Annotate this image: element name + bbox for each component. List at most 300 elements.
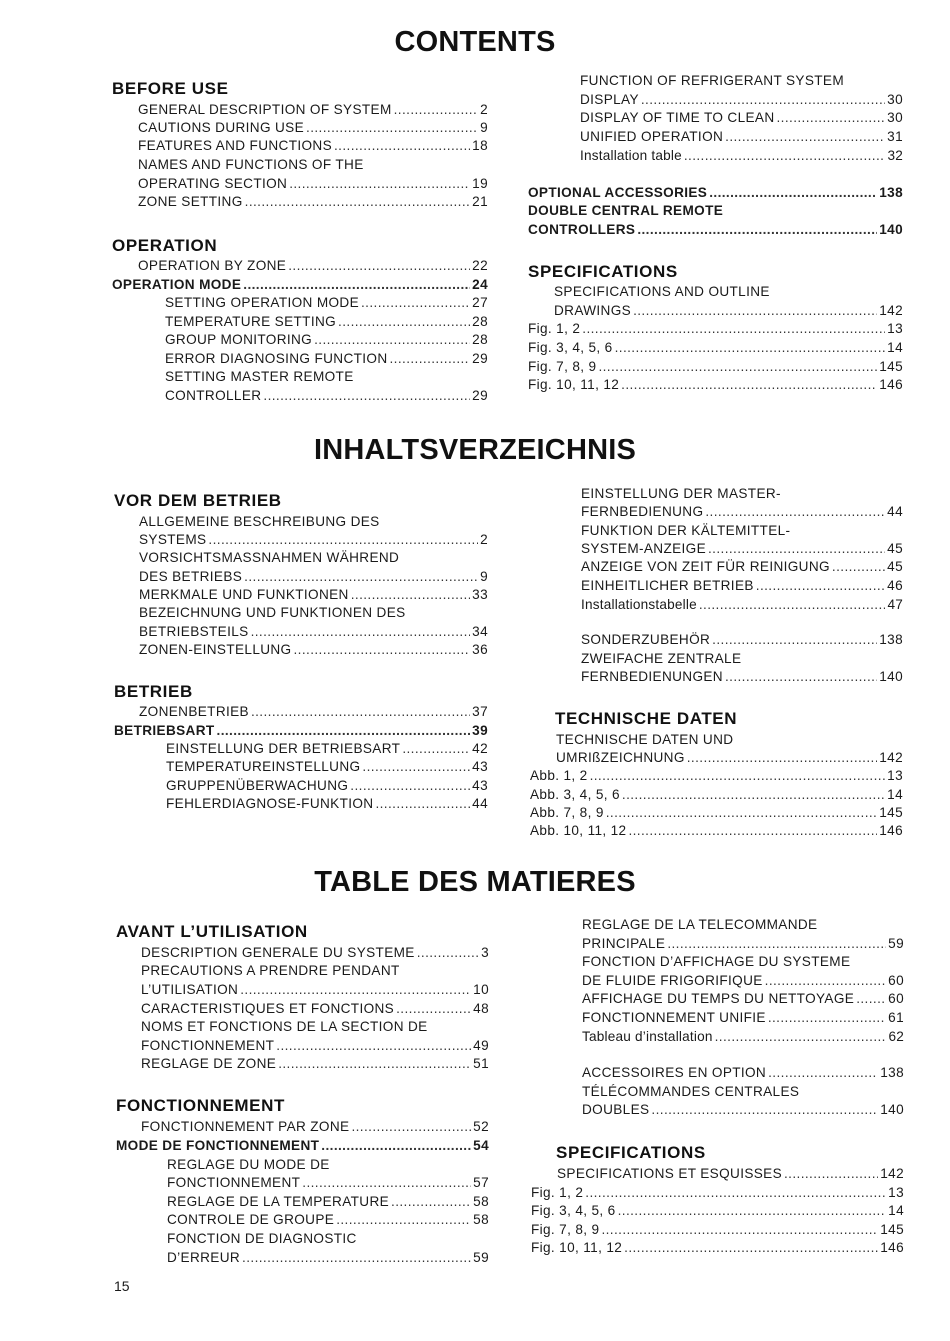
section-title-table-des-matieres: TABLE DES MATIERES bbox=[314, 866, 636, 898]
toc-entry-label: FERNBEDIENUNG bbox=[581, 504, 704, 519]
toc-entry-label: Abb. 7, 8, 9 bbox=[530, 805, 604, 820]
toc-entry bbox=[167, 1211, 489, 1229]
toc-entry bbox=[167, 1249, 489, 1267]
toc-page-number: 60 bbox=[888, 973, 904, 988]
dot-leader bbox=[389, 350, 470, 368]
dot-leader bbox=[402, 740, 470, 758]
toc-line bbox=[139, 513, 488, 531]
toc-heading: BETRIEB bbox=[114, 682, 193, 701]
toc-entry bbox=[530, 804, 903, 822]
dot-leader bbox=[628, 822, 877, 840]
toc-entry bbox=[165, 331, 488, 349]
toc-entry-label: REGLAGE DE LA TEMPERATURE bbox=[167, 1194, 390, 1209]
dot-leader bbox=[394, 101, 478, 119]
toc-line bbox=[141, 962, 489, 980]
toc-entry-label: FONCTION D’AFFICHAGE DU SYSTEME bbox=[582, 954, 851, 969]
toc-entry bbox=[528, 358, 903, 376]
toc-entry-label: AFFICHAGE DU TEMPS DU NETTOYAGE bbox=[582, 991, 855, 1006]
dot-leader bbox=[765, 972, 887, 990]
toc-page-number: 142 bbox=[879, 303, 903, 318]
toc-entry-label: SPECIFICATIONS AND OUTLINE bbox=[554, 284, 770, 299]
toc-page-number: 36 bbox=[472, 642, 488, 657]
toc-line bbox=[554, 283, 903, 301]
toc-entry bbox=[528, 339, 903, 357]
toc-page-number: 9 bbox=[480, 120, 488, 135]
toc-entry-label: BETRIEBSTEILS bbox=[139, 624, 249, 639]
toc-entry-label: CONTROLLERS bbox=[528, 222, 636, 237]
toc-entry bbox=[580, 109, 903, 127]
toc-entry-label: ANZEIGE VON ZEIT FÜR REINIGUNG bbox=[581, 559, 830, 574]
toc-page-number: 13 bbox=[888, 1185, 904, 1200]
toc-line bbox=[556, 731, 903, 749]
toc-entry-label: Abb. 10, 11, 12 bbox=[530, 823, 627, 838]
dot-leader bbox=[351, 1118, 471, 1136]
toc-page-number: 145 bbox=[879, 805, 903, 820]
toc-entry-label: Installationstabelle bbox=[581, 597, 697, 612]
dot-leader bbox=[684, 147, 886, 165]
toc-line bbox=[582, 953, 904, 971]
toc-page-number: 61 bbox=[888, 1010, 904, 1025]
dot-leader bbox=[768, 1009, 886, 1027]
dot-leader bbox=[293, 641, 470, 659]
toc-page-number: 29 bbox=[472, 388, 488, 403]
toc-page-number: 13 bbox=[887, 321, 903, 336]
dot-leader bbox=[582, 320, 885, 338]
toc-entry-label: ZWEIFACHE ZENTRALE bbox=[581, 651, 742, 666]
toc-line bbox=[139, 549, 488, 567]
toc-entry-label: FUNKTION DER KÄLTEMITTEL- bbox=[581, 523, 791, 538]
toc-entry-label: REGLAGE DU MODE DE bbox=[167, 1157, 330, 1172]
dot-leader bbox=[709, 184, 877, 202]
toc-entry bbox=[581, 577, 903, 595]
toc-page-number: 47 bbox=[887, 597, 903, 612]
dot-leader bbox=[350, 777, 470, 795]
toc-entry-label: CONTROLE DE GROUPE bbox=[167, 1212, 335, 1227]
toc-heading: OPERATION bbox=[112, 236, 218, 255]
toc-page-number: 42 bbox=[472, 741, 488, 756]
toc-entry-label: BETRIEBSART bbox=[114, 723, 215, 738]
dot-leader bbox=[375, 795, 470, 813]
toc-entry-label: ALLGEMEINE BESCHREIBUNG DES bbox=[139, 514, 380, 529]
toc-entry-label: Abb. 1, 2 bbox=[530, 768, 588, 783]
toc-entry bbox=[581, 668, 903, 686]
toc-entry-label: DISPLAY OF TIME TO CLEAN bbox=[580, 110, 775, 125]
toc-page-number: 30 bbox=[887, 110, 903, 125]
toc-entry-label: FONCTION DE DIAGNOSTIC bbox=[167, 1231, 357, 1246]
toc-entry bbox=[528, 376, 903, 394]
toc-entry bbox=[581, 631, 903, 649]
toc-entry bbox=[581, 596, 903, 614]
toc-entry bbox=[530, 822, 903, 840]
toc-page-number: 49 bbox=[473, 1038, 489, 1053]
dot-leader bbox=[321, 1137, 471, 1155]
toc-entry-label: Fig. 3, 4, 5, 6 bbox=[531, 1203, 616, 1218]
dot-leader bbox=[288, 257, 470, 275]
toc-page-number: 59 bbox=[888, 936, 904, 951]
toc-entry-label: Fig. 7, 8, 9 bbox=[528, 359, 597, 374]
toc-entry-label: TEMPERATUREINSTELLUNG bbox=[166, 759, 361, 774]
toc-page-number: 44 bbox=[472, 796, 488, 811]
dot-leader bbox=[725, 128, 885, 146]
toc-entry-label: ZONEN-EINSTELLUNG bbox=[139, 642, 292, 657]
dot-leader bbox=[251, 703, 470, 721]
dot-leader bbox=[624, 1239, 878, 1257]
toc-entry-label: EINSTELLUNG DER BETRIEBSART bbox=[166, 741, 401, 756]
toc-line bbox=[580, 72, 903, 90]
toc-entry-label: PRINCIPALE bbox=[582, 936, 666, 951]
toc-line bbox=[138, 156, 488, 174]
toc-entry-label: REGLAGE DE LA TELECOMMANDE bbox=[582, 917, 818, 932]
toc-page-number: 52 bbox=[473, 1119, 489, 1134]
toc-entry-label: UMRIßZEICHNUNG bbox=[556, 750, 685, 765]
toc-page-number: 19 bbox=[472, 176, 488, 191]
toc-entry-label: DE FLUIDE FRIGORIFIQUE bbox=[582, 973, 763, 988]
toc-entry bbox=[580, 91, 903, 109]
toc-entry bbox=[580, 147, 903, 165]
toc-page-number: 45 bbox=[887, 559, 903, 574]
toc-page-number: 24 bbox=[472, 277, 488, 292]
toc-entry-label: EINSTELLUNG DER MASTER- bbox=[581, 486, 781, 501]
toc-page-number: 43 bbox=[472, 778, 488, 793]
toc-entry bbox=[166, 758, 488, 776]
toc-entry bbox=[582, 935, 904, 953]
toc-page-number: 140 bbox=[879, 669, 903, 684]
toc-line bbox=[582, 1083, 904, 1101]
toc-entry-label: PRECAUTIONS A PRENDRE PENDANT bbox=[141, 963, 400, 978]
toc-entry-label: SPECIFICATIONS ET ESQUISSES bbox=[557, 1166, 782, 1181]
dot-leader bbox=[832, 558, 885, 576]
toc-entry-label: FEHLERDIAGNOSE-FUNKTION bbox=[166, 796, 374, 811]
toc-page-number: 57 bbox=[473, 1175, 489, 1190]
toc-line bbox=[528, 202, 903, 220]
toc-entry-label: D’ERREUR bbox=[167, 1250, 241, 1265]
toc-entry-label: CAUTIONS DURING USE bbox=[138, 120, 305, 135]
toc-entry-label: GRUPPENÜBERWACHUNG bbox=[166, 778, 349, 793]
dot-leader bbox=[242, 1249, 471, 1267]
toc-entry bbox=[166, 795, 488, 813]
toc-page-number: 43 bbox=[472, 759, 488, 774]
toc-entry bbox=[141, 944, 489, 962]
toc-entry bbox=[582, 1101, 904, 1119]
toc-entry-label: REGLAGE DE ZONE bbox=[141, 1056, 277, 1071]
toc-entry-label: DISPLAY bbox=[580, 92, 639, 107]
toc-entry bbox=[165, 313, 488, 331]
toc-entry-label: OPERATING SECTION bbox=[138, 176, 288, 191]
dot-leader bbox=[334, 137, 470, 155]
dot-leader bbox=[615, 339, 886, 357]
section-title-contents: CONTENTS bbox=[394, 26, 556, 58]
toc-entry bbox=[138, 119, 488, 137]
toc-entry-label: FEATURES AND FUNCTIONS bbox=[138, 138, 332, 153]
dot-leader bbox=[361, 294, 470, 312]
toc-page-number: 138 bbox=[879, 185, 903, 200]
toc-entry-label: TEMPERATURE SETTING bbox=[165, 314, 337, 329]
toc-entry-label: SONDERZUBEHÖR bbox=[581, 632, 711, 647]
toc-entry-label: GROUP MONITORING bbox=[165, 332, 313, 347]
toc-entry bbox=[166, 740, 488, 758]
dot-leader bbox=[306, 119, 478, 137]
toc-heading: BEFORE USE bbox=[112, 79, 229, 98]
toc-entry bbox=[139, 568, 488, 586]
dot-leader bbox=[240, 981, 471, 999]
toc-entry-label: SETTING MASTER REMOTE bbox=[165, 369, 354, 384]
toc-line bbox=[581, 522, 903, 540]
toc-page-number: 146 bbox=[879, 823, 903, 838]
toc-entry-label: BEZEICHNUNG UND FUNKTIONEN DES bbox=[139, 605, 406, 620]
toc-entry-label: FUNCTION OF REFRIGERANT SYSTEM bbox=[580, 73, 845, 88]
dot-leader bbox=[417, 944, 479, 962]
toc-entry bbox=[581, 503, 903, 521]
toc-entry-label: FONCTIONNEMENT PAR ZONE bbox=[141, 1119, 350, 1134]
toc-entry-label: OPERATION BY ZONE bbox=[138, 258, 287, 273]
toc-entry bbox=[531, 1184, 904, 1202]
dot-leader bbox=[777, 109, 886, 127]
toc-entry-label: FONCTIONNEMENT bbox=[167, 1175, 301, 1190]
toc-entry-label: MODE DE FONCTIONNEMENT bbox=[116, 1138, 320, 1153]
toc-entry bbox=[141, 1055, 489, 1073]
toc-entry bbox=[141, 981, 489, 999]
dot-leader bbox=[651, 1101, 878, 1119]
toc-entry-label: FERNBEDIENUNGEN bbox=[581, 669, 723, 684]
toc-heading: SPECIFICATIONS bbox=[528, 262, 678, 281]
dot-leader bbox=[687, 749, 878, 767]
dot-leader bbox=[622, 786, 885, 804]
toc-entry-label: Fig. 10, 11, 12 bbox=[531, 1240, 623, 1255]
dot-leader bbox=[276, 1037, 471, 1055]
toc-page-number: 60 bbox=[888, 991, 904, 1006]
toc-entry bbox=[581, 540, 903, 558]
dot-leader bbox=[637, 221, 877, 239]
toc-entry bbox=[528, 221, 903, 239]
toc-page-number: 39 bbox=[472, 723, 488, 738]
dot-leader bbox=[314, 331, 470, 349]
dot-leader bbox=[289, 175, 470, 193]
toc-entry bbox=[582, 1064, 904, 1082]
dot-leader bbox=[598, 358, 877, 376]
dot-leader bbox=[725, 668, 877, 686]
toc-page-number: 33 bbox=[472, 587, 488, 602]
dot-leader bbox=[351, 586, 470, 604]
dot-leader bbox=[705, 503, 885, 521]
toc-page-number: 28 bbox=[472, 332, 488, 347]
toc-page-number: 14 bbox=[887, 787, 903, 802]
toc-line bbox=[139, 604, 488, 622]
toc-entry bbox=[531, 1239, 904, 1257]
dot-leader bbox=[338, 313, 470, 331]
toc-page-number: 30 bbox=[887, 92, 903, 107]
toc-entry-label: Tableau d’installation bbox=[582, 1029, 713, 1044]
dot-leader bbox=[633, 302, 877, 320]
dot-leader bbox=[208, 531, 478, 549]
toc-entry bbox=[528, 184, 903, 202]
toc-page-number: 54 bbox=[473, 1138, 489, 1153]
toc-line bbox=[581, 650, 903, 668]
toc-entry bbox=[138, 137, 488, 155]
toc-heading: SPECIFICATIONS bbox=[556, 1143, 706, 1162]
toc-entry bbox=[138, 193, 488, 211]
toc-entry bbox=[166, 777, 488, 795]
toc-entry-label: DESCRIPTION GENERALE DU SYSTEME bbox=[141, 945, 415, 960]
toc-entry bbox=[582, 990, 904, 1008]
toc-page-number: 34 bbox=[472, 624, 488, 639]
toc-page-number: 21 bbox=[472, 194, 488, 209]
toc-entry-label: CONTROLLER bbox=[165, 388, 262, 403]
toc-entry-label: MERKMALE UND FUNKTIONEN bbox=[139, 587, 349, 602]
toc-page-number: 29 bbox=[472, 351, 488, 366]
toc-entry-label: ACCESSOIRES EN OPTION bbox=[582, 1065, 767, 1080]
toc-entry-label: Fig. 3, 4, 5, 6 bbox=[528, 340, 613, 355]
toc-entry-label: OPTIONAL ACCESSORIES bbox=[528, 185, 708, 200]
dot-leader bbox=[278, 1055, 471, 1073]
toc-page-number: 145 bbox=[879, 359, 903, 374]
dot-leader bbox=[768, 1064, 878, 1082]
toc-entry-label: DOUBLES bbox=[582, 1102, 650, 1117]
toc-line bbox=[167, 1230, 489, 1248]
toc-page-number: 62 bbox=[888, 1029, 904, 1044]
toc-entry bbox=[580, 128, 903, 146]
dot-leader bbox=[251, 623, 471, 641]
toc-page-number: 142 bbox=[879, 750, 903, 765]
toc-entry-label: DOUBLE CENTRAL REMOTE bbox=[528, 203, 724, 218]
toc-entry-label: OPERATION MODE bbox=[112, 277, 242, 292]
section-title-inhaltsverzeichnis: INHALTSVERZEICHNIS bbox=[313, 434, 637, 466]
toc-entry bbox=[556, 749, 903, 767]
toc-page-number: 146 bbox=[880, 1240, 904, 1255]
toc-line bbox=[141, 1018, 489, 1036]
dot-leader bbox=[708, 540, 885, 558]
dot-leader bbox=[391, 1193, 471, 1211]
toc-entry bbox=[557, 1165, 904, 1183]
toc-page-number: 58 bbox=[473, 1212, 489, 1227]
toc-page-number: 142 bbox=[880, 1166, 904, 1181]
toc-entry-label: UNIFIED OPERATION bbox=[580, 129, 724, 144]
toc-entry bbox=[167, 1174, 489, 1192]
toc-entry-label: ERROR DIAGNOSING FUNCTION bbox=[165, 351, 388, 366]
dot-leader bbox=[263, 387, 470, 405]
toc-entry bbox=[531, 1202, 904, 1220]
toc-entry-label: Installation table bbox=[580, 148, 682, 163]
toc-page-number: 14 bbox=[888, 1203, 904, 1218]
toc-entry-label: VORSICHTSMASSNAHMEN WÄHREND bbox=[139, 550, 400, 565]
toc-page-number: 146 bbox=[879, 377, 903, 392]
dot-leader bbox=[618, 1202, 887, 1220]
toc-entry-label: GENERAL DESCRIPTION OF SYSTEM bbox=[138, 102, 392, 117]
dot-leader bbox=[336, 1211, 471, 1229]
toc-page-number: 10 bbox=[473, 982, 489, 997]
toc-page-number: 46 bbox=[887, 578, 903, 593]
toc-entry-label: TECHNISCHE DATEN UND bbox=[556, 732, 734, 747]
toc-entry-label: NAMES AND FUNCTIONS OF THE bbox=[138, 157, 364, 172]
dot-leader bbox=[667, 935, 886, 953]
toc-entry bbox=[530, 767, 903, 785]
toc-entry bbox=[531, 1221, 904, 1239]
toc-entry bbox=[139, 703, 488, 721]
toc-page-number: 48 bbox=[473, 1001, 489, 1016]
toc-entry-label: SYSTEMS bbox=[139, 532, 207, 547]
dot-leader bbox=[712, 631, 877, 649]
toc-page-number: 140 bbox=[879, 222, 903, 237]
toc-entry bbox=[112, 276, 488, 294]
toc-entry bbox=[139, 586, 488, 604]
toc-line bbox=[165, 368, 488, 386]
toc-heading: TECHNISCHE DATEN bbox=[555, 709, 738, 728]
toc-heading: VOR DEM BETRIEB bbox=[114, 491, 282, 510]
toc-entry-label: L’UTILISATION bbox=[141, 982, 239, 997]
toc-page-number: 3 bbox=[481, 945, 489, 960]
toc-entry-label: DRAWINGS bbox=[554, 303, 632, 318]
toc-entry-label: FONCTIONNEMENT bbox=[141, 1038, 275, 1053]
toc-entry bbox=[138, 101, 488, 119]
toc-page-number: 32 bbox=[887, 148, 903, 163]
toc-entry bbox=[139, 641, 488, 659]
toc-entry bbox=[530, 786, 903, 804]
toc-page-number: 31 bbox=[887, 129, 903, 144]
dot-leader bbox=[245, 193, 471, 211]
toc-entry bbox=[139, 531, 488, 549]
dot-leader bbox=[699, 596, 886, 614]
toc-page-number: 45 bbox=[887, 541, 903, 556]
dot-leader bbox=[217, 722, 471, 740]
toc-entry bbox=[141, 1037, 489, 1055]
toc-entry bbox=[114, 722, 488, 740]
toc-line bbox=[581, 485, 903, 503]
toc-entry bbox=[165, 350, 488, 368]
toc-line bbox=[582, 916, 904, 934]
toc-entry bbox=[582, 1009, 904, 1027]
toc-entry bbox=[138, 257, 488, 275]
toc-page-number: 22 bbox=[472, 258, 488, 273]
toc-entry bbox=[141, 1118, 489, 1136]
toc-entry-label: EINHEITLICHER BETRIEB bbox=[581, 578, 754, 593]
toc-heading: FONCTIONNEMENT bbox=[116, 1096, 285, 1115]
toc-page-number: 44 bbox=[887, 504, 903, 519]
toc-page-number: 2 bbox=[480, 102, 488, 117]
dot-leader bbox=[621, 376, 877, 394]
toc-page-number: 2 bbox=[480, 532, 488, 547]
toc-entry bbox=[141, 1000, 489, 1018]
dot-leader bbox=[396, 1000, 471, 1018]
toc-entry-label: ZONE SETTING bbox=[138, 194, 243, 209]
toc-entry-label: Abb. 3, 4, 5, 6 bbox=[530, 787, 620, 802]
toc-page-number: 140 bbox=[880, 1102, 904, 1117]
toc-page-number: 27 bbox=[472, 295, 488, 310]
toc-entry-label: ZONENBETRIEB bbox=[139, 704, 249, 719]
toc-page-number: 28 bbox=[472, 314, 488, 329]
page-number: 15 bbox=[114, 1278, 130, 1294]
dot-leader bbox=[756, 577, 885, 595]
toc-entry-label: SETTING OPERATION MODE bbox=[165, 295, 359, 310]
toc-page-number: 138 bbox=[879, 632, 903, 647]
dot-leader bbox=[715, 1028, 887, 1046]
toc-entry bbox=[582, 1028, 904, 1046]
dot-leader bbox=[606, 804, 878, 822]
dot-leader bbox=[641, 91, 885, 109]
toc-page-number: 9 bbox=[480, 569, 488, 584]
toc-page-number: 51 bbox=[473, 1056, 489, 1071]
toc-entry bbox=[167, 1193, 489, 1211]
toc-page-number: 37 bbox=[472, 704, 488, 719]
toc-page-number: 58 bbox=[473, 1194, 489, 1209]
toc-page-number: 59 bbox=[473, 1250, 489, 1265]
toc-entry-label: Fig. 10, 11, 12 bbox=[528, 377, 620, 392]
toc-page-number: 13 bbox=[887, 768, 903, 783]
dot-leader bbox=[244, 568, 478, 586]
toc-entry bbox=[554, 302, 903, 320]
dot-leader bbox=[601, 1221, 878, 1239]
toc-entry-label: SYSTEM-ANZEIGE bbox=[581, 541, 706, 556]
toc-entry-label: Fig. 1, 2 bbox=[531, 1185, 584, 1200]
toc-entry bbox=[165, 387, 488, 405]
